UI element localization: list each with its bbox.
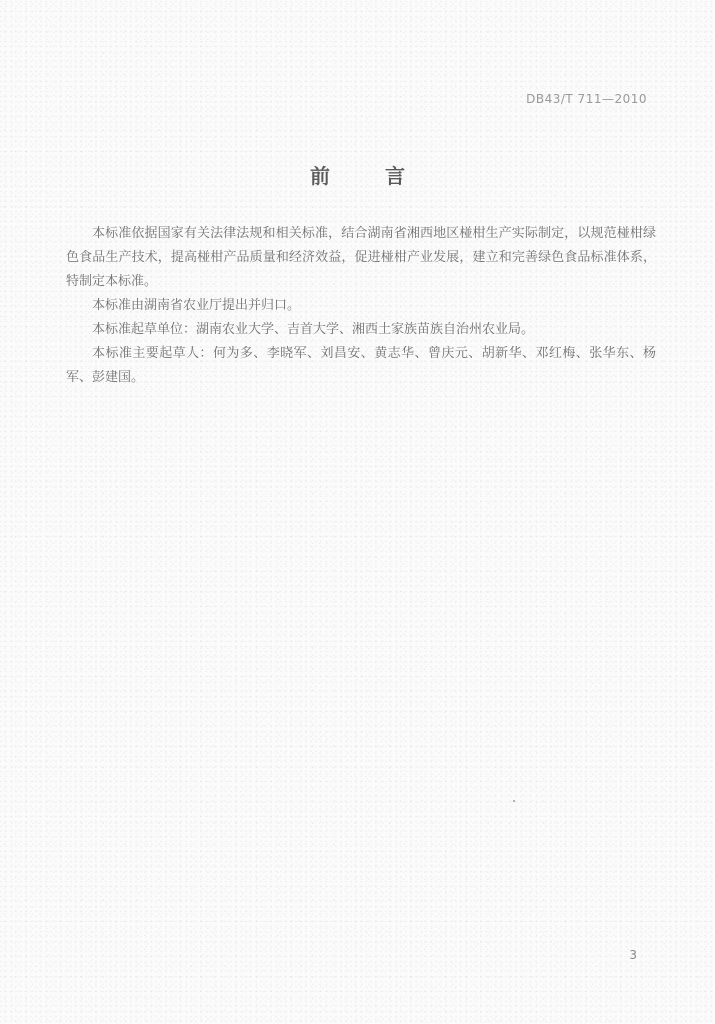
paragraph-purpose: 本标准依据国家有关法律法规和相关标准，结合湖南省湘西地区椪柑生产实际制定，以规范椪柑绿色食品生产技术，提高椪柑产品质量和经济效益，促进椪柑产业发展，建立和完善绿色食品标准体系，特制定本标准。 [66, 226, 656, 289]
scan-speck [513, 800, 515, 802]
page-number: 3 [629, 948, 637, 962]
paragraph-drafters: 本标准主要起草人：何为多、李晓军、刘昌安、黄志华、曾庆元、胡新华、邓红梅、张华东、杨军、彭建国。 [66, 346, 656, 385]
paragraph-proposer: 本标准由湖南省农业厅提出并归口。 [92, 298, 301, 313]
page-title: 前 言 [310, 164, 429, 188]
body-text [66, 222, 656, 390]
standard-code: DB43/T 711—2010 [526, 92, 647, 106]
paragraph-drafting-units: 本标准起草单位：湖南农业大学、吉首大学、湘西土家族苗族自治州农业局。 [92, 322, 535, 337]
